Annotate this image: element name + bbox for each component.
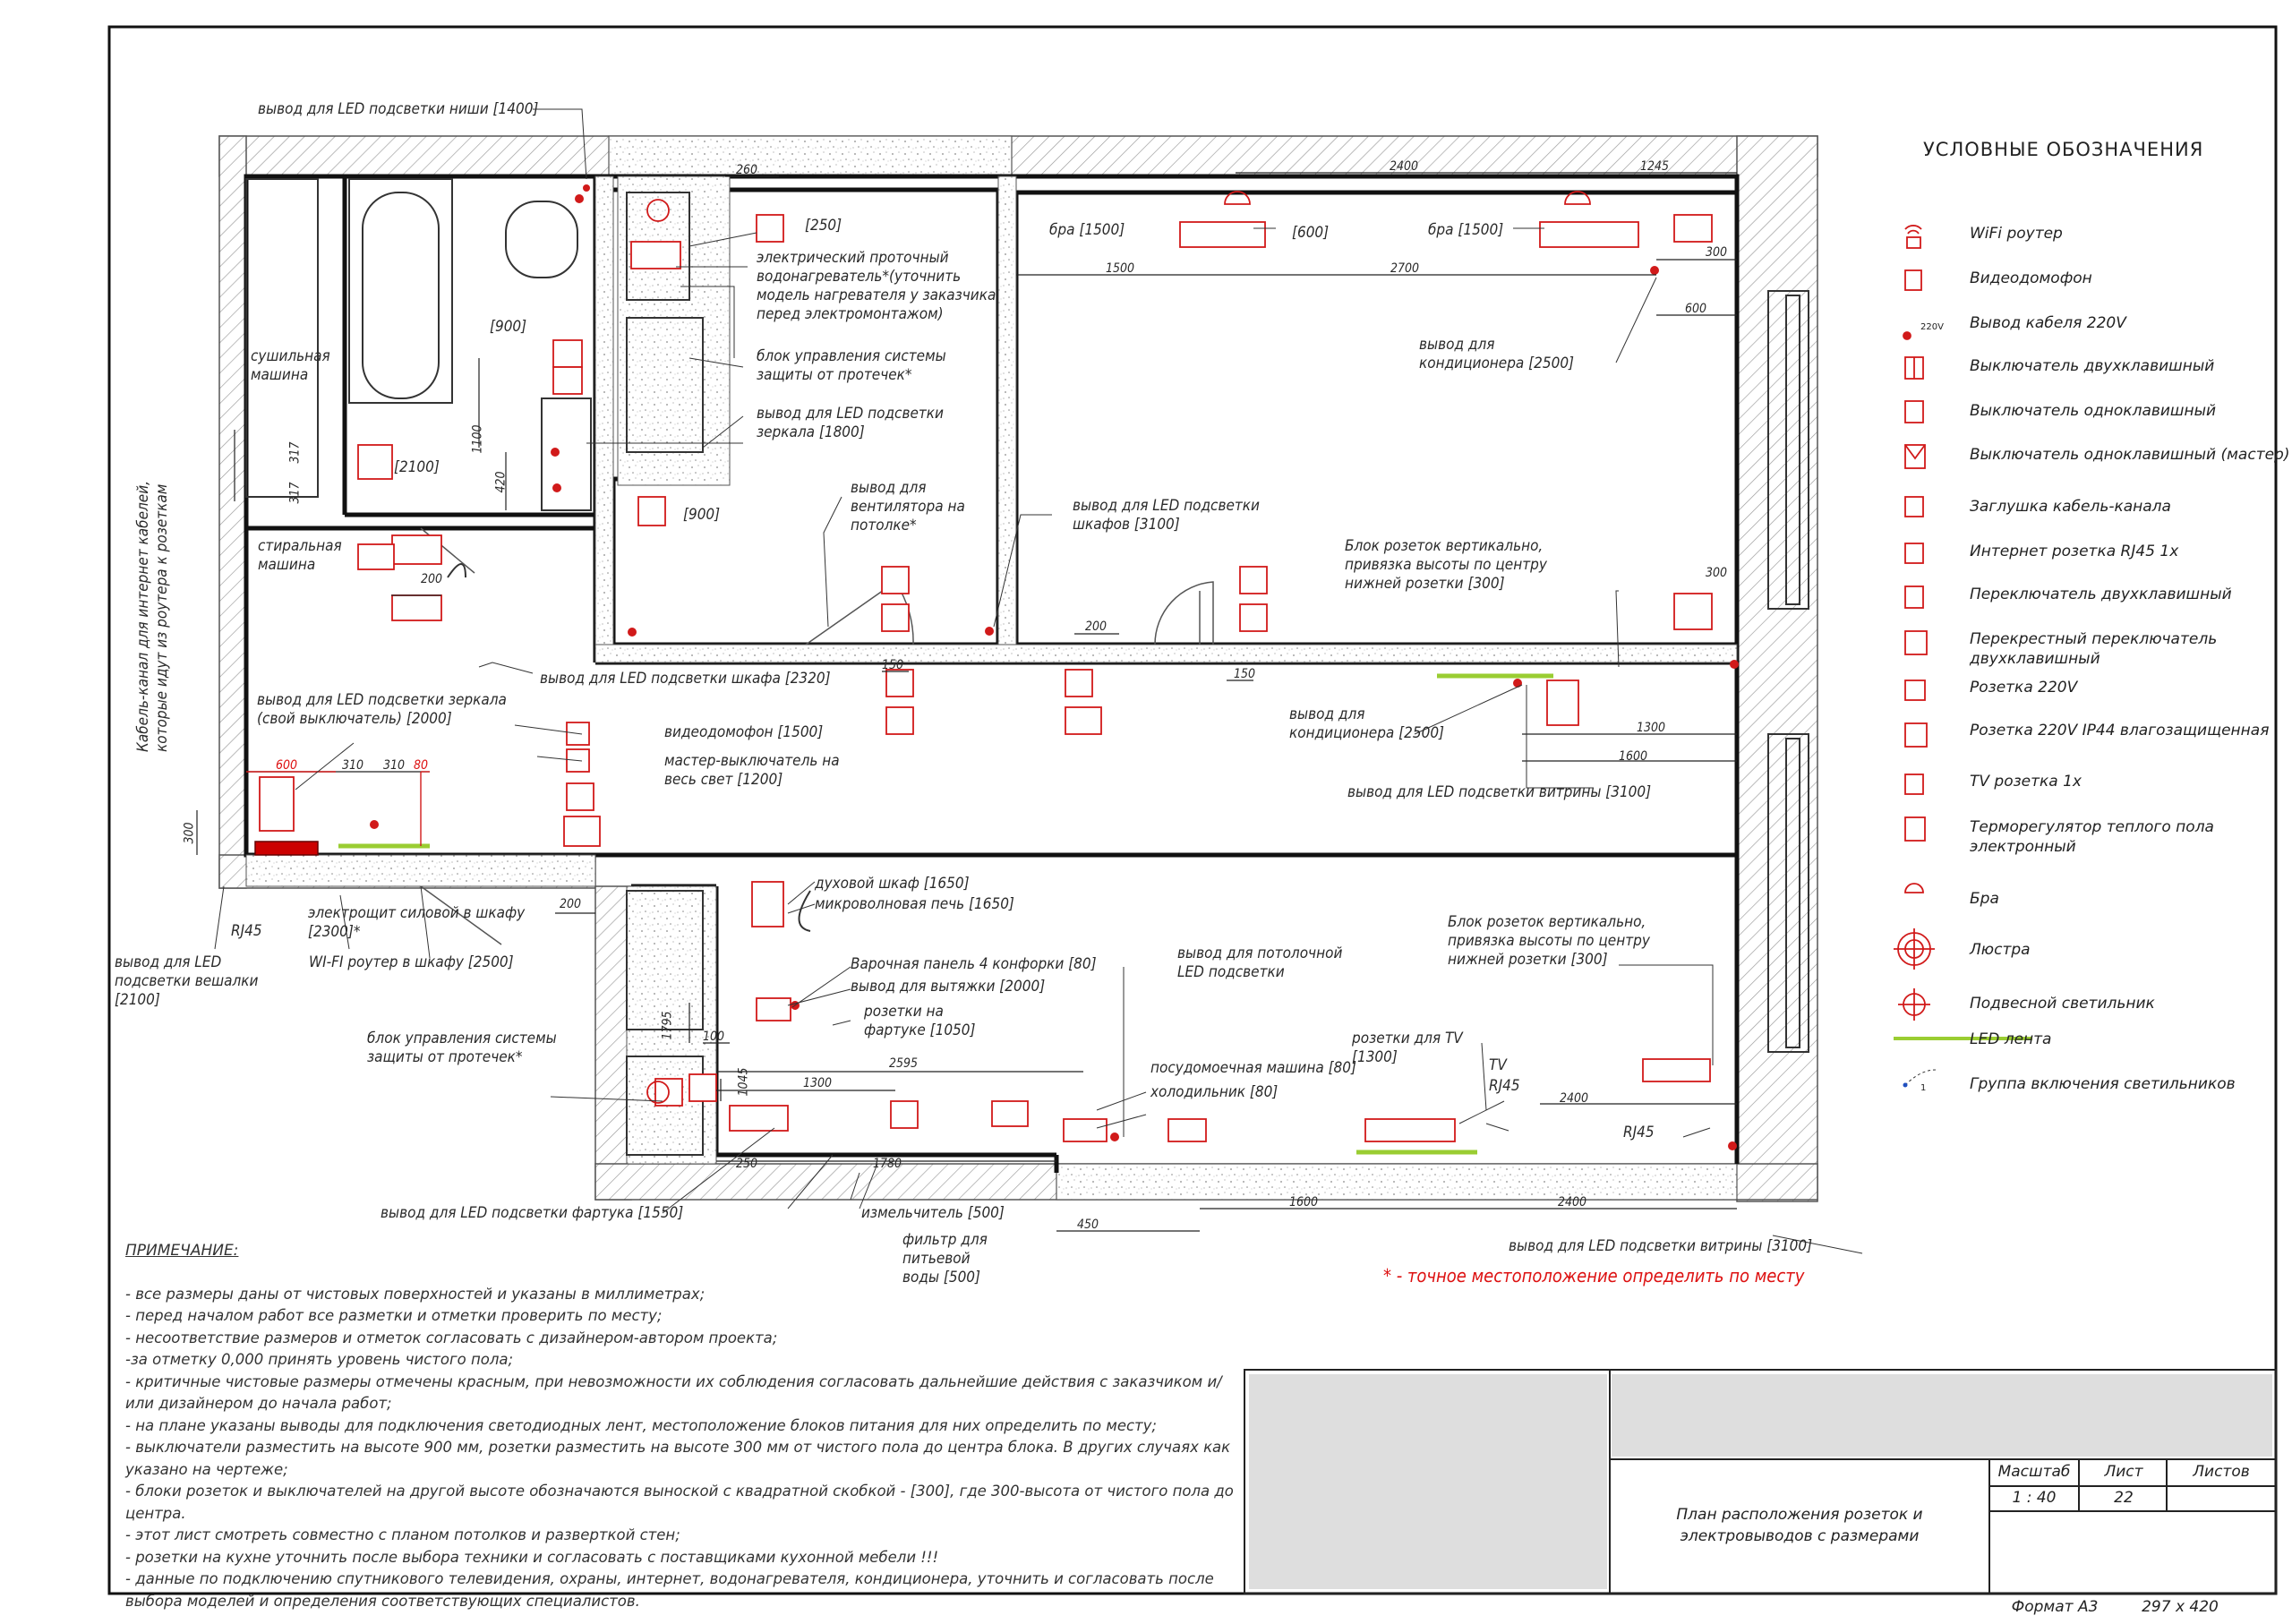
notes-title: ПРИМЕЧАНИЕ: bbox=[125, 1242, 239, 1260]
scale-value: 1 : 40 bbox=[2012, 1489, 2057, 1507]
sheet-title: План расположения розеток и электровыводов с размерами bbox=[1676, 1506, 1923, 1545]
dim: 200 bbox=[421, 572, 443, 586]
legend-item bbox=[1903, 495, 2288, 533]
dim: 2700 bbox=[1390, 261, 1420, 276]
legend-item-label: Люстра bbox=[1970, 941, 2031, 959]
legend-item bbox=[1903, 628, 2288, 668]
label-fridge: холодильник [80] bbox=[1150, 1083, 1279, 1101]
legend-item-label: WiFi роутер bbox=[1970, 225, 2063, 243]
legend-item-label: Розетка 220V bbox=[1970, 679, 2078, 697]
legend-item bbox=[1903, 887, 2288, 925]
dim: 2400 bbox=[1558, 1195, 1587, 1209]
label-fan: вывод для вентилятора на потолке* bbox=[851, 479, 965, 534]
dim: 310 bbox=[383, 758, 406, 773]
note-line: - на плане указаны выводы для подключения светодиодных лент, местоположение блоков питания для них определить по месту; bbox=[125, 1416, 1157, 1434]
note-line: - все размеры даны от чистовых поверхностей и указаны в миллиметрах; bbox=[125, 1285, 706, 1303]
label-wardrobe-led-2320: вывод для LED подсветки шкафа [2320] bbox=[540, 670, 831, 688]
red-dots bbox=[370, 184, 1739, 1150]
sheets-label: Листов bbox=[2193, 1463, 2250, 1481]
dim: 2400 bbox=[1560, 1091, 1589, 1106]
leader-lines bbox=[215, 109, 1862, 1253]
legend-item-tag: 1 bbox=[1920, 1083, 1927, 1093]
legend-item bbox=[1903, 540, 2288, 577]
dim: 250 bbox=[736, 1157, 758, 1171]
legend-item bbox=[1903, 1028, 2288, 1065]
note-line: - розетки на кухне уточнить после выбора техники и согласовать с поставщиками кухонной мебели !!! bbox=[125, 1548, 939, 1566]
dim: 1500 bbox=[1106, 261, 1135, 276]
label-showcase-led-3100b: вывод для LED подсветки витрины [3100] bbox=[1509, 1237, 1813, 1255]
legend-item-label: Перекрестный переключатель двухклавишный bbox=[1970, 630, 2218, 668]
dim: 1600 bbox=[1289, 1195, 1319, 1209]
partitions bbox=[246, 176, 1737, 1164]
dim: 150 bbox=[1234, 667, 1256, 681]
legend-item bbox=[1903, 676, 2288, 714]
legend-item-label: Выключатель одноклавишный bbox=[1970, 402, 2217, 420]
label-600: [600] bbox=[1292, 224, 1330, 242]
stamp-blurred-top bbox=[1612, 1374, 2272, 1457]
label-250: [250] bbox=[805, 217, 842, 235]
sheet-value: 22 bbox=[2114, 1489, 2134, 1507]
label-leak-control-1: блок управления системы защиты от протечек* bbox=[757, 347, 946, 384]
label-leak-control-2: блок управления системы защиты от протечек* bbox=[367, 1030, 557, 1066]
dim: 300 bbox=[182, 822, 197, 844]
label-rj45-tv: RJ45 bbox=[1489, 1077, 1520, 1095]
legend-item bbox=[1903, 816, 2288, 856]
legend-item bbox=[1903, 583, 2288, 620]
label-counter-sockets: розетки на фартуке [1050] bbox=[864, 1003, 976, 1039]
power-panel bbox=[255, 842, 318, 855]
note-line: - перед началом работ все разметки и отметки проверить по месту; bbox=[125, 1307, 663, 1324]
stamp-blurred-left bbox=[1249, 1374, 1607, 1589]
dim: 1300 bbox=[803, 1076, 833, 1090]
label-exact-location: * - точное местоположение определить по месту bbox=[1383, 1265, 1805, 1286]
legend-item-label: LED лента bbox=[1970, 1030, 2052, 1048]
legend-item-label: Группа включения светильников bbox=[1970, 1075, 2236, 1093]
legend-item bbox=[1903, 443, 2288, 481]
label-900a: [900] bbox=[490, 318, 527, 336]
label-2100: [2100] bbox=[394, 458, 440, 476]
legend-item bbox=[1903, 399, 2288, 437]
legend-item bbox=[1903, 770, 2288, 808]
legend-item bbox=[1903, 1073, 2288, 1110]
legend-item-label: Терморегулятор теплого пола электронный bbox=[1970, 818, 2214, 856]
dim: 300 bbox=[1706, 566, 1728, 580]
label-hob: Варочная панель 4 конфорки [80] bbox=[851, 955, 1097, 973]
label-ac-2: вывод для кондиционера [2500] bbox=[1289, 705, 1445, 742]
label-water-heater: электрический проточный водонагреватель*(уточнить модель нагревателя у заказчика перед электромонтажом) bbox=[757, 249, 996, 323]
label-cable-channel: Кабель-канал для интернет кабелей, которые идут из роутера к розеткам bbox=[134, 481, 171, 752]
label-dishwasher: посудомоечная машина [80] bbox=[1150, 1059, 1356, 1077]
dim: 260 bbox=[736, 163, 758, 177]
dim: 1600 bbox=[1619, 749, 1648, 764]
label-tv: TV bbox=[1489, 1056, 1507, 1074]
legend-item-label: Выключатель двухклавишный bbox=[1970, 357, 2215, 375]
note-line: - несоответствие размеров и отметок согласовать с дизайнером-автором проекта; bbox=[125, 1329, 778, 1346]
label-sconce-1: бра [1500] bbox=[1049, 221, 1125, 239]
label-tv-sockets: розетки для TV [1300] bbox=[1352, 1030, 1463, 1066]
legend-item bbox=[1903, 719, 2288, 756]
note-line: - блоки розеток и выключателей на другой высоте обозначаются выноской с квадратной скобкой - [300], где 300-высота от чистого пола до центра. bbox=[125, 1483, 1234, 1522]
note-line: -за отметку 0,000 принять уровень чистого пола; bbox=[125, 1351, 514, 1368]
label-oven: духовой шкаф [1650] bbox=[815, 875, 970, 893]
dim: 1100 bbox=[470, 424, 485, 454]
dim: 1045 bbox=[736, 1067, 751, 1097]
dim: 200 bbox=[1085, 620, 1108, 634]
dim: 300 bbox=[1706, 245, 1728, 260]
label-sconce-2: бра [1500] bbox=[1428, 221, 1504, 239]
label-sockets-block-2: Блок розеток вертикально, привязка высоты по центру нижней розетки [300] bbox=[1448, 913, 1650, 969]
label-hanger-led: вывод для LED подсветки вешалки [2100] bbox=[115, 953, 259, 1009]
label-wardrobe-led-3100: вывод для LED подсветки шкафов [3100] bbox=[1073, 497, 1260, 534]
legend-item-label: Заглушка кабель-канала bbox=[1970, 498, 2171, 516]
dim: 317 bbox=[287, 441, 303, 464]
label-niche-led: вывод для LED подсветки ниши [1400] bbox=[258, 100, 539, 118]
format-label: Формат А3 bbox=[2011, 1598, 2099, 1616]
label-rj45-left: RJ45 bbox=[231, 922, 262, 940]
label-ceiling-led: вывод для потолочной LED подсветки bbox=[1177, 944, 1343, 981]
dim: 600 bbox=[1685, 302, 1707, 316]
label-power-shield: электрощит силовой в шкафу [2300]* bbox=[308, 904, 526, 941]
dim: 1780 bbox=[873, 1157, 902, 1171]
label-washer: стиральная машина bbox=[258, 537, 342, 574]
legend-item bbox=[1903, 355, 2288, 392]
notes-list bbox=[125, 1284, 1236, 1613]
legend-item-label: Видеодомофон bbox=[1970, 269, 2092, 287]
format-value: 297 x 420 bbox=[2142, 1598, 2219, 1616]
dim: 2400 bbox=[1390, 159, 1419, 174]
note-line: - данные по подключению спутникового телевидения, охраны, интернет, водонагревателя, кондиционера, уточнить и согласовать после выбора моделей и определения соответствующих специалистов. bbox=[125, 1570, 1214, 1610]
label-ac-1: вывод для кондиционера [2500] bbox=[1419, 336, 1575, 372]
legend-item bbox=[1903, 992, 2288, 1030]
legend-item bbox=[1903, 312, 2288, 349]
legend-item-label: Интернет розетка RJ45 1x bbox=[1970, 543, 2179, 560]
label-dryer: сушильная машина bbox=[251, 347, 330, 384]
dim: 1795 bbox=[660, 1011, 675, 1040]
dim: 200 bbox=[560, 897, 582, 911]
label-mirror-led-1800: вывод для LED подсветки зеркала [1800] bbox=[757, 405, 944, 441]
legend-item-label: Розетка 220V IP44 влагозащищенная bbox=[1970, 722, 2270, 739]
notes-block bbox=[125, 1240, 1236, 1612]
dim: 1300 bbox=[1637, 721, 1666, 735]
dim-critical: 600 bbox=[276, 758, 298, 773]
label-sockets-block-1: Блок розеток вертикально, привязка высоты по центру нижней розетки [300] bbox=[1345, 537, 1547, 593]
legend-item-tag: 220V bbox=[1920, 322, 1944, 332]
dim: 420 bbox=[493, 471, 509, 493]
note-line: - критичные чистовые размеры отмечены красным, при невозможности их соблюдения согласовать дальнейшие действия с заказчиком и/или дизайнером до начала работ; bbox=[125, 1372, 1222, 1412]
legend-item bbox=[1903, 938, 2288, 976]
label-mirror-led-2000: вывод для LED подсветки зеркала (свой выключатель) [2000] bbox=[257, 691, 507, 728]
legend-item-label: Выключатель одноклавишный (мастер) bbox=[1970, 446, 2290, 464]
legend-item-label: Вывод кабеля 220V bbox=[1970, 314, 2126, 332]
dim: 310 bbox=[342, 758, 364, 773]
fixtures bbox=[246, 179, 1809, 1155]
label-showcase-led-3100: вывод для LED подсветки витрины [3100] bbox=[1347, 783, 1652, 801]
note-line: - этот лист смотреть совместно с планом потолков и разверткой стен; bbox=[125, 1526, 680, 1543]
dim: 2595 bbox=[889, 1056, 919, 1071]
dim: 1245 bbox=[1640, 159, 1670, 174]
legend-item bbox=[1903, 222, 2288, 260]
label-grinder: измельчитель [500] bbox=[861, 1204, 1005, 1222]
label-900b: [900] bbox=[683, 506, 721, 524]
dim: 100 bbox=[703, 1030, 725, 1044]
dim-critical: 80 bbox=[414, 758, 429, 773]
legend-title: УСЛОВНЫЕ ОБОЗНАЧЕНИЯ bbox=[1923, 139, 2204, 160]
dim: 450 bbox=[1077, 1218, 1099, 1232]
label-microwave: микроволновая печь [1650] bbox=[815, 895, 1014, 913]
legend-item-label: Бра bbox=[1970, 890, 1999, 908]
note-line: - выключатели разместить на высоте 900 мм, розетки разместить на высоте 300 мм от чистого пола до центра блока. В других случаях как указано на чертеже; bbox=[125, 1439, 1231, 1478]
dim: 150 bbox=[882, 658, 904, 672]
label-filter: фильтр для питьевой воды [500] bbox=[902, 1231, 988, 1286]
label-rj45-right: RJ45 bbox=[1623, 1124, 1655, 1141]
label-intercom: видеодомофон [1500] bbox=[664, 723, 824, 741]
label-hood: вывод для вытяжки [2000] bbox=[851, 978, 1046, 996]
dim: 317 bbox=[287, 482, 303, 504]
legend-item-label: Переключатель двухклавишный bbox=[1970, 585, 2232, 603]
label-master-switch: мастер-выключатель на весь свет [1200] bbox=[664, 752, 840, 789]
label-wifi-router: WI-FI роутер в шкафу [2500] bbox=[309, 953, 514, 971]
legend-item bbox=[1903, 267, 2288, 304]
scale-label: Масштаб bbox=[1997, 1463, 2071, 1481]
legend-item-label: Подвесной светильник bbox=[1970, 995, 2155, 1013]
label-apron-led: вывод для LED подсветки фартука [1550] bbox=[381, 1204, 684, 1222]
legend-item-label: TV розетка 1x bbox=[1970, 773, 2082, 791]
sheet-label: Лист bbox=[2104, 1463, 2143, 1481]
